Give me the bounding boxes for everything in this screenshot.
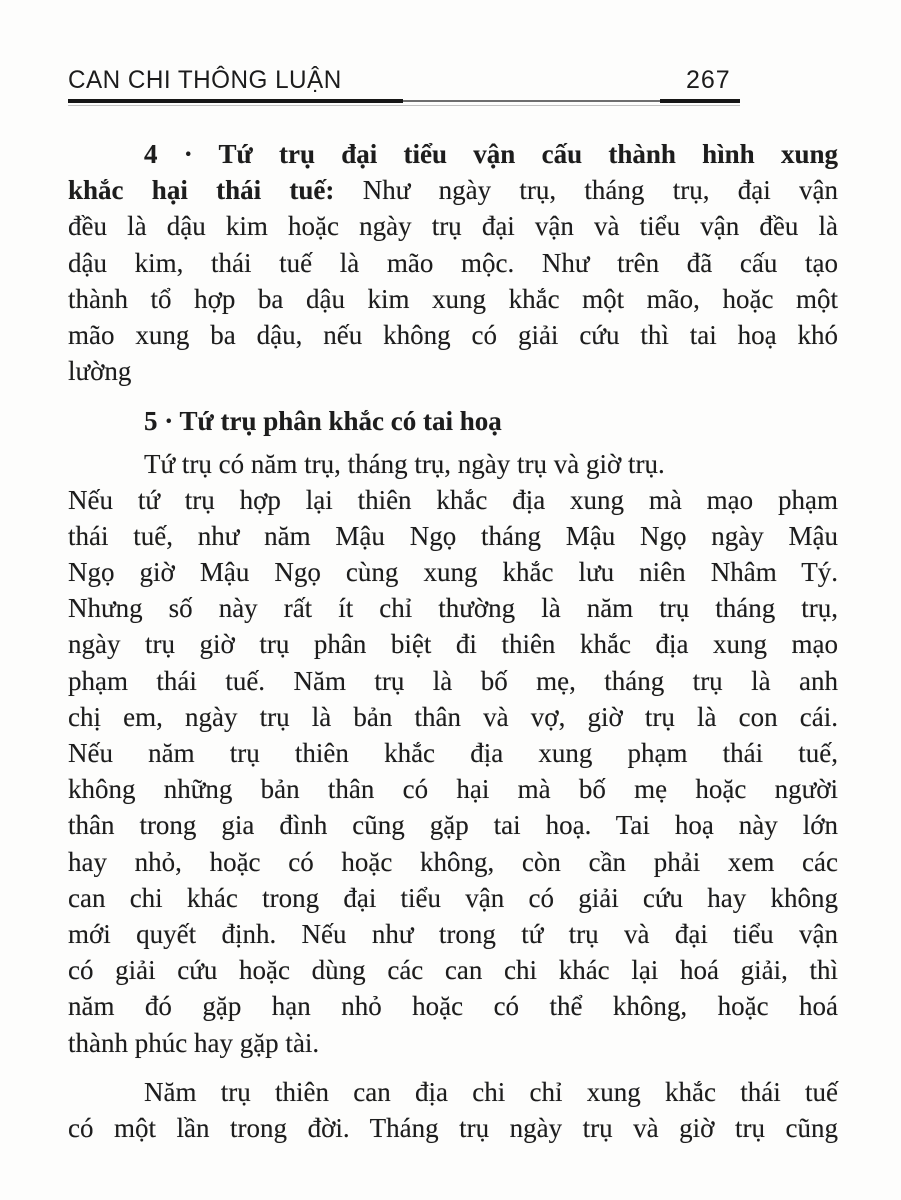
- text-segment: thành tổ hợp ba dậu kim xung khắc một mão, hoặc một: [68, 283, 838, 314]
- text-line: [68, 952, 838, 988]
- text-line: [68, 317, 838, 353]
- text-segment: thành phúc hay gặp tài.: [68, 1027, 320, 1058]
- text-segment: mão xung ba dậu, nếu không có giải cứu thì tai hoạ khó: [68, 319, 838, 350]
- text-line: [68, 172, 838, 208]
- text-line: [68, 518, 838, 554]
- text-segment: có một lần trong đời. Tháng trụ ngày trụ và giờ trụ cũng: [68, 1112, 838, 1143]
- text-segment: Như ngày trụ, tháng trụ, đại vận: [334, 175, 838, 206]
- text-segment: ngày trụ giờ trụ phân biệt đi thiên khắc địa xung mạo: [68, 629, 838, 660]
- text-line: [68, 771, 838, 807]
- text-line: [68, 1110, 838, 1146]
- text-segment: Ngọ giờ Mậu Ngọ cùng xung khắc lưu niên Nhâm Tý.: [68, 557, 838, 588]
- text-segment: Năm trụ thiên can địa chi chỉ xung khắc thái tuế: [144, 1076, 838, 1107]
- paragraph: [68, 1074, 838, 1146]
- text-segment: thái tuế, như năm Mậu Ngọ tháng Mậu Ngọ ngày Mậu: [68, 520, 838, 551]
- header-rule-shadow: [68, 105, 740, 106]
- text-line: [68, 807, 838, 843]
- bold-text-segment: 4 · Tứ trụ đại tiểu vận cấu thành hình xung: [144, 139, 838, 169]
- text-line: [68, 482, 838, 518]
- text-segment: can chi khác trong đại tiểu vận có giải cứu hay không: [68, 882, 838, 913]
- text-segment: phạm thái tuế. Năm trụ là bố mẹ, tháng trụ là anh: [68, 665, 838, 696]
- text-line: [68, 916, 838, 952]
- text-line: [68, 988, 838, 1024]
- text-line: [68, 353, 838, 389]
- text-segment: dậu kim, thái tuế là mão mộc. Như trên đã cấu tạo: [68, 247, 838, 278]
- bold-text-segment: khắc hại thái tuế:: [68, 175, 335, 206]
- text-line: [68, 844, 838, 880]
- text-segment: mới quyết định. Nếu như trong tứ trụ và đại tiểu vận: [68, 918, 838, 949]
- text-segment: năm đó gặp hạn nhỏ hoặc có thể không, hoặc hoá: [68, 991, 838, 1022]
- page-header: [68, 66, 838, 98]
- header-rule-middle-segment: [403, 100, 660, 102]
- text-segment: không những bản thân có hại mà bố mẹ hoặc người: [68, 774, 838, 805]
- text-line: [68, 136, 838, 172]
- text-line: [68, 446, 838, 482]
- paragraph: [68, 446, 838, 1061]
- text-line: [68, 208, 838, 244]
- text-line: [68, 590, 838, 626]
- section-heading: [68, 403, 838, 439]
- text-segment: Nếu năm trụ thiên khắc địa xung phạm thái tuế,: [68, 738, 838, 768]
- text-line: [68, 699, 838, 735]
- text-segment: Tứ trụ có năm trụ, tháng trụ, ngày trụ và giờ trụ.: [144, 448, 665, 479]
- text-segment: đều là dậu kim hoặc ngày trụ đại vận và tiểu vận đều là: [68, 211, 838, 242]
- running-title: CAN CHI THÔNG LUẬN: [68, 66, 342, 94]
- page-body: [68, 136, 838, 1146]
- header-rule-right-segment: [660, 99, 740, 103]
- text-line: [68, 735, 838, 771]
- bold-text-segment: 5 · Tứ trụ phân khắc có tai hoạ: [144, 406, 502, 437]
- page-number: 267: [686, 66, 731, 94]
- header-rule: [68, 99, 840, 109]
- text-line: [68, 1074, 838, 1110]
- text-line: [68, 663, 838, 699]
- text-line: [68, 281, 838, 317]
- text-segment: có giải cứu hoặc dùng các can chi khác lại hoá giải, thì: [68, 955, 838, 986]
- text-line: [68, 626, 838, 662]
- text-segment: Nếu tứ trụ hợp lại thiên khắc địa xung mà mạo phạm: [68, 484, 838, 515]
- text-line: [68, 554, 838, 590]
- paragraph: [68, 136, 838, 389]
- header-rule-left-segment: [68, 99, 403, 103]
- text-segment: thân trong gia đình cũng gặp tai hoạ. Tai hoạ này lớn: [68, 810, 838, 841]
- text-line: [68, 245, 838, 281]
- text-line: [68, 403, 838, 439]
- text-segment: chị em, ngày trụ là bản thân và vợ, giờ trụ là con cái.: [68, 701, 838, 732]
- text-segment: hay nhỏ, hoặc có hoặc không, còn cần phải xem các: [68, 846, 838, 877]
- text-line: [68, 1025, 838, 1061]
- text-segment: Nhưng số này rất ít chỉ thường là năm trụ tháng trụ,: [68, 593, 838, 624]
- text-segment: lường: [68, 356, 132, 387]
- text-line: [68, 880, 838, 916]
